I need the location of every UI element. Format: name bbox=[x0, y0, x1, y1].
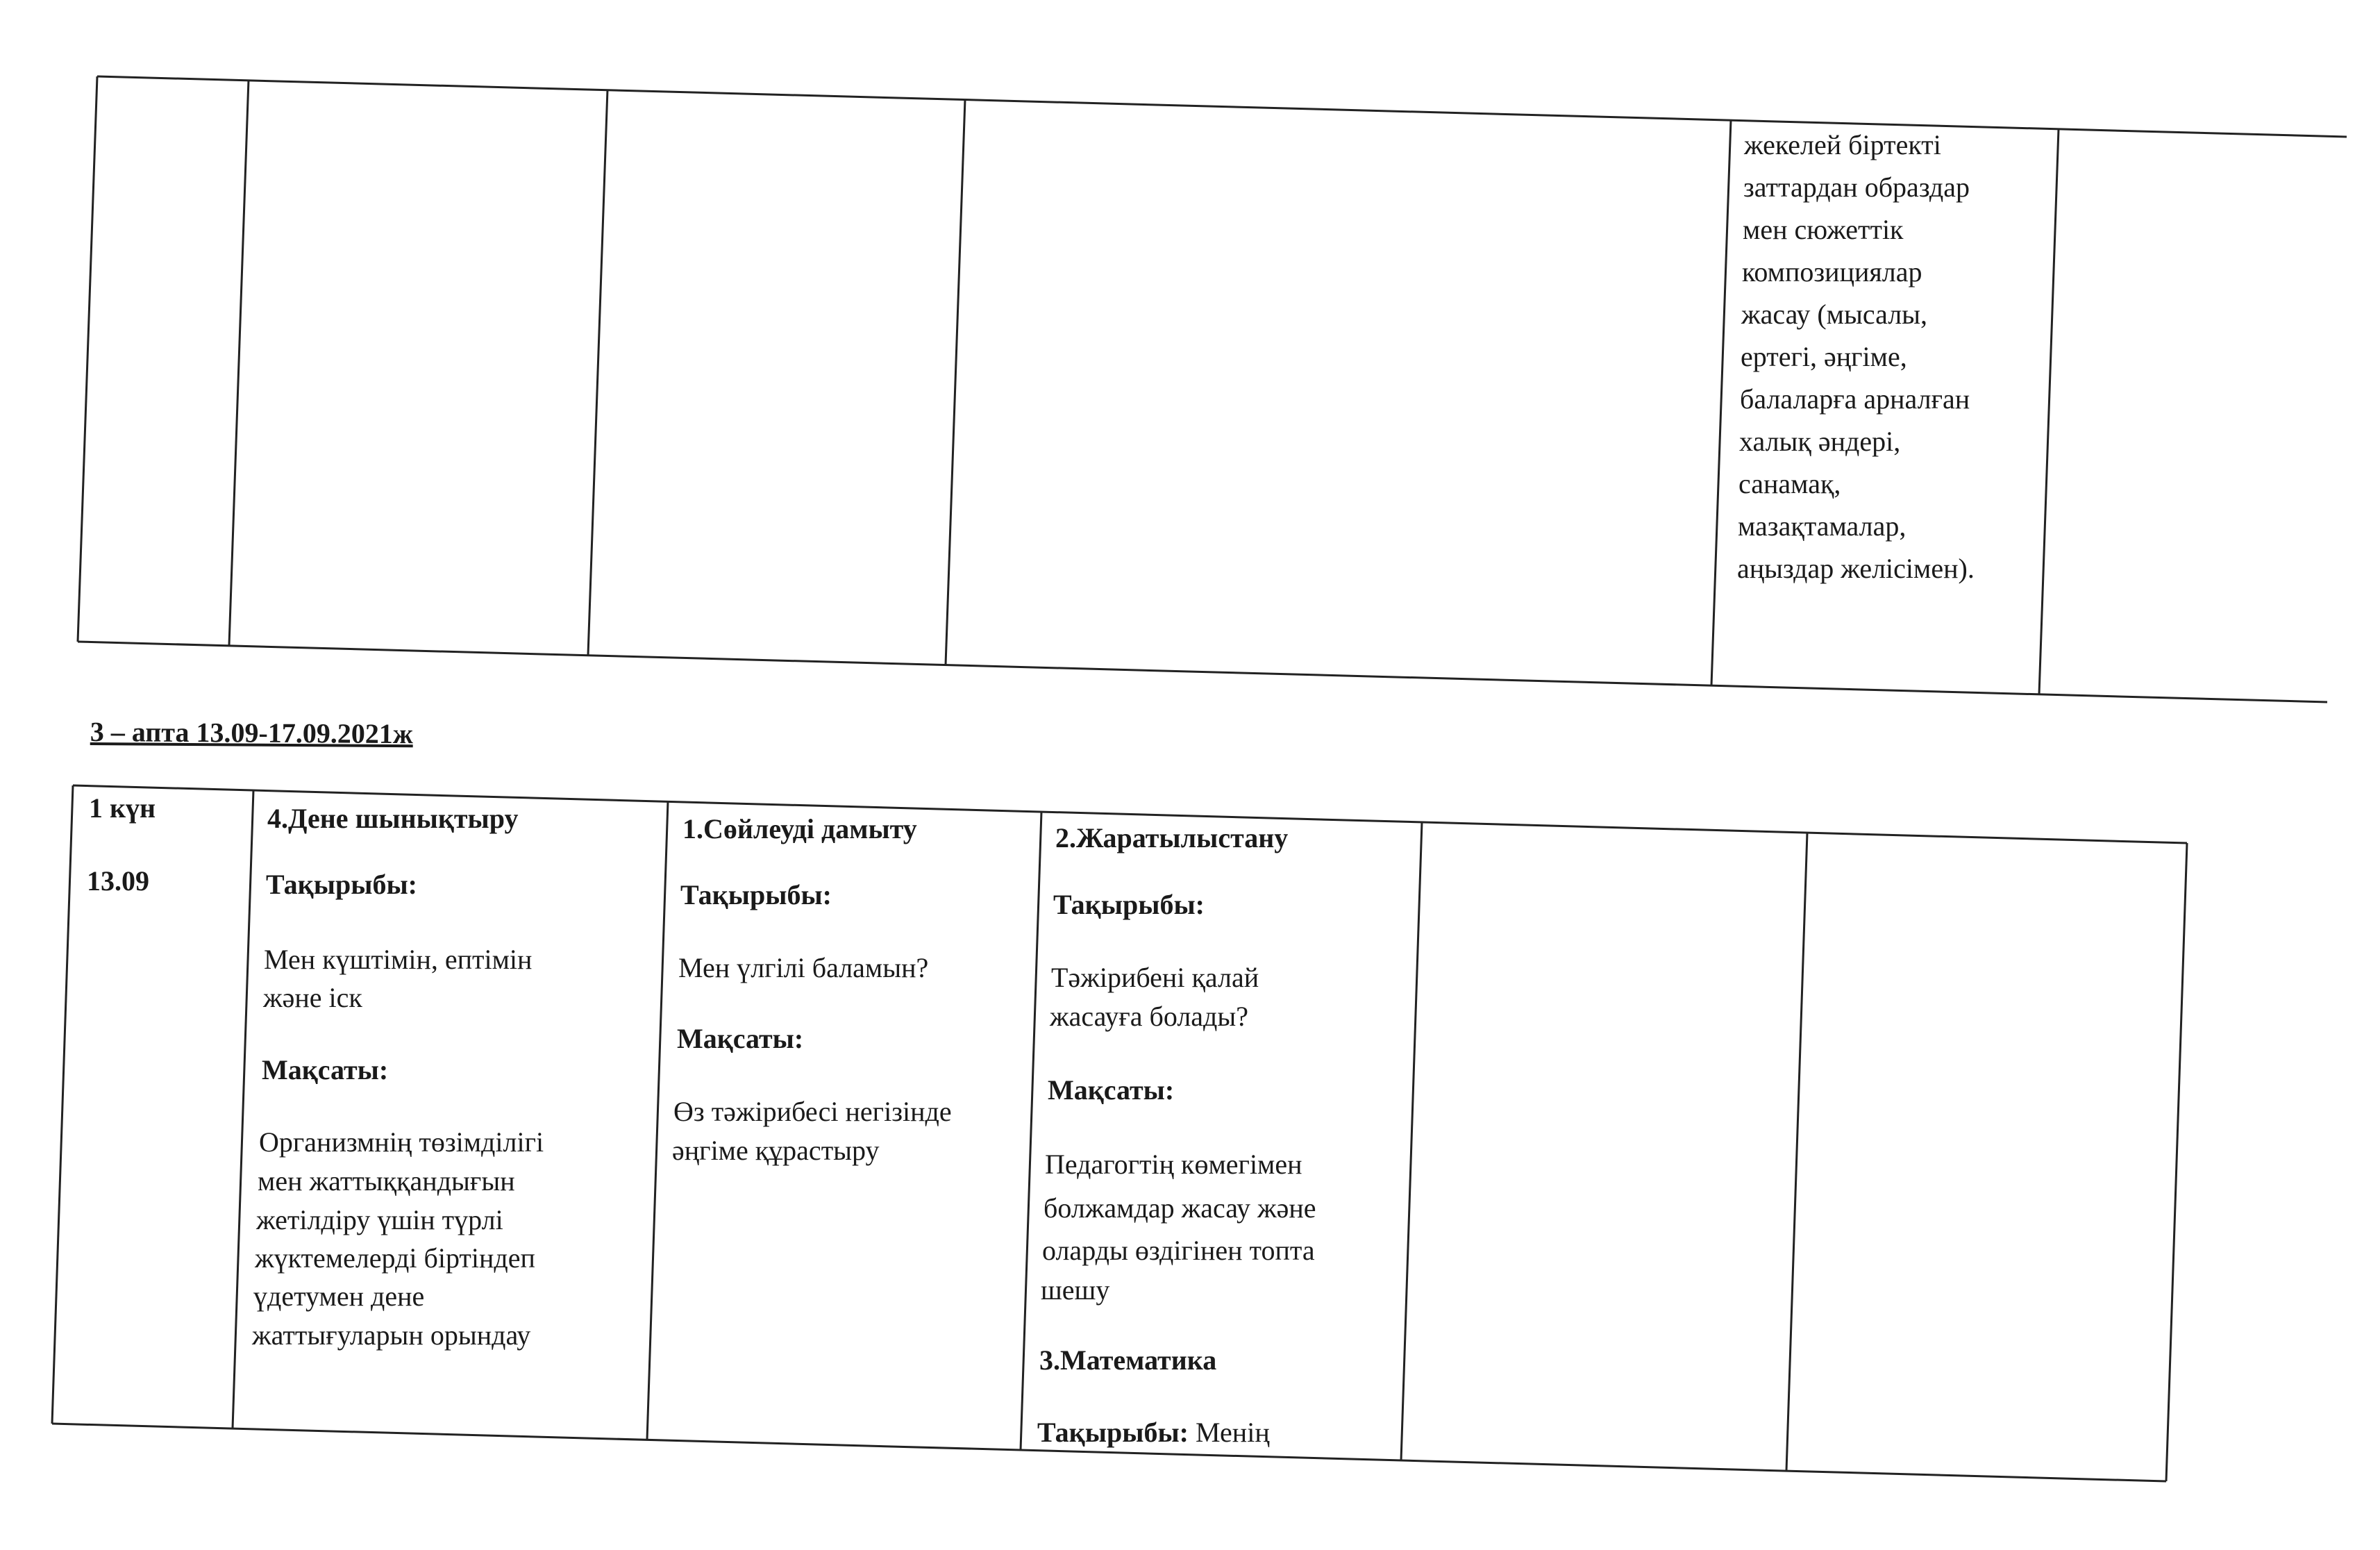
text-line: балаларға арналған bbox=[1740, 383, 1970, 415]
text-line: мен сюжеттік bbox=[1743, 214, 1904, 245]
text-line: жасау (мысалы, bbox=[1741, 299, 1928, 330]
col1-goal-label: Мақсаты: bbox=[262, 1054, 389, 1085]
col1-topic-label: Тақырыбы: bbox=[266, 869, 417, 900]
day-label: 1 күн bbox=[89, 792, 156, 824]
text-line: аңыздар желісімен). bbox=[1737, 553, 1975, 584]
lower-table-divider-4 bbox=[1401, 822, 1422, 1460]
lower-table-divider-5 bbox=[1786, 833, 1807, 1471]
upper-table-divider-3 bbox=[946, 99, 965, 665]
col3-topic-2-text: Менің bbox=[1196, 1417, 1270, 1448]
upper-table-top-border bbox=[97, 76, 2347, 137]
upper-table-divider-0 bbox=[78, 76, 97, 642]
col3-topic-label: Тақырыбы: bbox=[1053, 889, 1205, 920]
col3-goal-line: оларды өздігінен топта bbox=[1042, 1235, 1315, 1266]
day-date: 13.09 bbox=[87, 865, 149, 897]
upper-table-divider-2 bbox=[588, 90, 607, 655]
lower-table-divider-1 bbox=[233, 790, 253, 1428]
lower-table-divider-0 bbox=[52, 785, 73, 1424]
lower-table-divider-3 bbox=[1021, 812, 1041, 1450]
col2-topic-label: Тақырыбы: bbox=[680, 879, 832, 910]
col1-goal-line: Организмнің төзімділігі bbox=[259, 1126, 544, 1158]
text-line: жекелей біртекті bbox=[1744, 129, 1941, 160]
col3-goal-line: болжамдар жасау және bbox=[1044, 1192, 1316, 1224]
col3-topic-line: жасауға болады? bbox=[1050, 1001, 1249, 1032]
col3-goal-line: Педагогтің көмегімен bbox=[1045, 1149, 1302, 1180]
text-line: ертегі, әңгіме, bbox=[1741, 341, 1907, 372]
col3-subject-2: 3.Математика bbox=[1039, 1344, 1217, 1376]
upper-table-divider-5 bbox=[2039, 129, 2059, 694]
text-line: композициялар bbox=[1742, 256, 1922, 288]
text-line: халық әндері, bbox=[1739, 426, 1901, 457]
col2-goal-label: Мақсаты: bbox=[677, 1023, 804, 1054]
col3-topic-2-label: Тақырыбы: bbox=[1037, 1417, 1189, 1448]
col1-goal-line: жаттығуларын орындау bbox=[252, 1319, 531, 1351]
col1-goal-line: үдетумен дене bbox=[253, 1281, 425, 1312]
col2-topic-line: Мен үлгілі баламын? bbox=[678, 952, 929, 983]
col1-goal-line: мен жаттыққандығын bbox=[258, 1165, 515, 1197]
upper-table-bottom-border bbox=[78, 642, 2327, 702]
upper-table-divider-4 bbox=[1711, 120, 1731, 685]
col3-subject: 2.Жаратылыстану bbox=[1055, 822, 1289, 853]
col1-goal-line: жүктемелерді біртіндеп bbox=[255, 1242, 535, 1274]
text-line: мазақтамалар, bbox=[1738, 510, 1906, 542]
col2-subject: 1.Сөйлеуді дамыту bbox=[682, 813, 917, 844]
upper-text-cell bbox=[1737, 124, 1975, 590]
text-line: санамақ, bbox=[1738, 468, 1841, 499]
col3-goal-line: шешу bbox=[1041, 1274, 1110, 1306]
col1-goal-line: жетілдіру үшін түрлі bbox=[256, 1204, 503, 1235]
col2-goal-line: Өз тәжірибесі негізінде bbox=[673, 1096, 952, 1127]
col3-topic-line: Тәжірибені қалай bbox=[1051, 962, 1259, 993]
col3-topic-2 bbox=[1037, 1411, 1270, 1453]
text-line: заттардан образдар bbox=[1743, 172, 1970, 203]
col1-subject: 4.Дене шынықтыру bbox=[267, 803, 519, 834]
col1-topic-line: Мен күштімін, ептімін bbox=[264, 944, 533, 975]
col1-topic-line: және іск bbox=[263, 982, 362, 1013]
lower-table-divider-6 bbox=[2166, 843, 2187, 1481]
upper-table-divider-1 bbox=[229, 80, 249, 645]
lower-table-divider-2 bbox=[647, 801, 668, 1440]
col3-goal-label: Мақсаты: bbox=[1048, 1074, 1175, 1106]
week-heading: 3 – апта 13.09-17.09.2021ж bbox=[90, 716, 413, 750]
col2-goal-line: әңгіме құрастыру bbox=[672, 1135, 880, 1166]
